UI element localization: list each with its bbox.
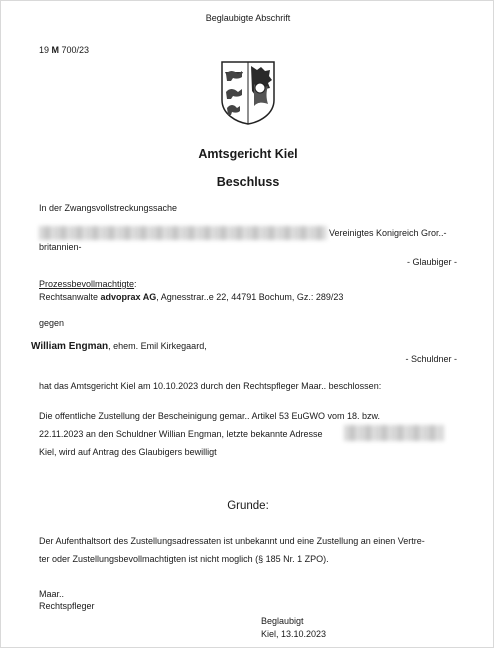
representative-details: Rechtsanwalte advoprax AG, Agnesstrar..e 22, 44791 Bochum, Gz.: 289/23 (39, 292, 344, 302)
decision-line3: Kiel, wird auf Antrag des Glaubigers bewilligt (39, 447, 217, 457)
redacted-address (344, 425, 444, 441)
debtor-line: William Engman, ehem. Emil Kirkegaard, (31, 341, 207, 352)
court-name: Amtsgericht Kiel (198, 147, 298, 161)
representative-label: Prozessbevollmachtigte: (39, 279, 137, 289)
decision-line1: Die offentliche Zustellung der Bescheinigung gemar.. Artikel 53 EuGWO vom 18. bzw. (39, 411, 381, 421)
redacted-creditor-name (39, 226, 327, 240)
creditor-country-line2: britannien- (39, 242, 82, 252)
signer-name: Maar.. (39, 589, 65, 599)
decision-intro: hat das Amtsgericht Kiel am 10.10.2023 durch den Rechtspfleger Maar.. beschlossen: (39, 381, 382, 391)
certification-label: Beglaubigt (261, 616, 304, 626)
reasons-line2: ter oder Zustellungsbevollmachtigten ist nicht moglich (§ 185 Nr. 1 ZPO). (39, 554, 329, 564)
certification-place-date: Kiel, 13.10.2023 (261, 629, 327, 639)
document-title: Beschluss (216, 175, 280, 189)
certified-copy-label: Beglaubigte Abschrift (205, 13, 291, 23)
coat-of-arms-icon (220, 60, 276, 126)
case-intro: In der Zwangsvollstreckungssache (39, 203, 178, 213)
signer-title: Rechtspfleger (39, 601, 95, 611)
creditor-country-line1: Vereinigtes Konigreich Gror..- (329, 228, 447, 238)
against-label: gegen (39, 318, 65, 328)
reasons-line1: Der Aufenthaltsort des Zustellungsadressaten ist unbekannt und eine Zustellung an einen Vertre- (39, 536, 425, 546)
decision-line2: 22.11.2023 an den Schuldner Willian Engman, letzte bekannte Adresse (39, 429, 323, 439)
file-number: 19 M 700/23 (39, 45, 90, 55)
creditor-role: - Glaubiger - (406, 257, 457, 267)
reasons-heading: Grunde: (227, 500, 269, 512)
debtor-role: - Schuldner - (405, 354, 457, 364)
